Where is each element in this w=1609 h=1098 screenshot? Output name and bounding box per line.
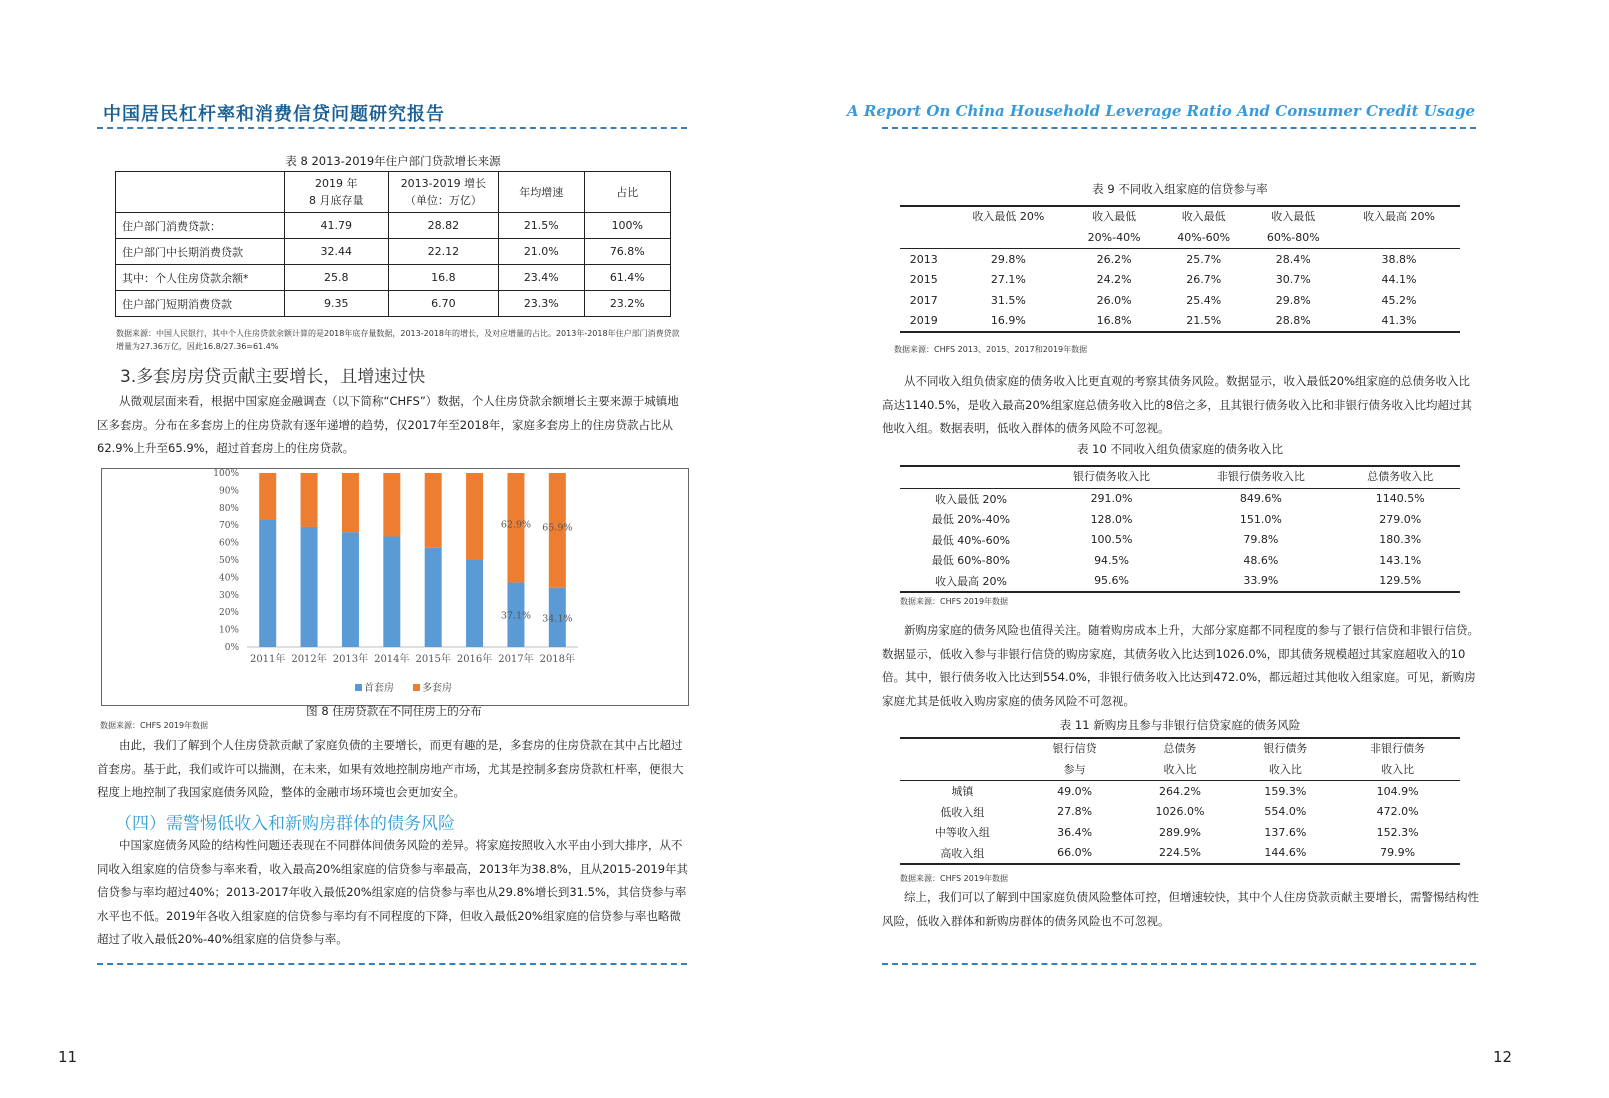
table-cell: 21.0%: [499, 239, 585, 265]
table-header-row: [900, 206, 1460, 228]
table-row: [900, 843, 1460, 865]
table-header-cell: 参与: [1025, 760, 1125, 781]
table10: [900, 465, 1460, 593]
table11: [900, 737, 1460, 865]
table-cell: 100.5%: [1090, 533, 1133, 547]
table-row-label: 最低 60%-80%: [931, 554, 1011, 568]
table-row: [900, 530, 1460, 551]
x-tick-label: 2011年: [249, 654, 286, 665]
table-cell: 23.2%: [584, 291, 670, 317]
table-header-cell: [947, 228, 1069, 249]
table-cell: 151.0%: [1239, 512, 1282, 526]
table-cell: 16.8: [388, 265, 498, 291]
table-cell: 30.7%: [1275, 273, 1311, 287]
table-header-cell: 2019 年 8 月底存量: [284, 172, 388, 213]
table-cell: 29.8%: [990, 252, 1026, 266]
table-header-cell: [900, 738, 1025, 760]
table-cell: 76.8%: [584, 239, 670, 265]
table-row: [116, 265, 671, 291]
table-cell: 23.4%: [499, 265, 585, 291]
footer-rule-right: [882, 963, 1476, 965]
page-number-right: 12: [1493, 1048, 1513, 1066]
table-cell: 28.8%: [1248, 311, 1338, 333]
table-header-cell: 收入最高 20%: [1338, 206, 1460, 228]
table-cell: 45.2%: [1381, 293, 1417, 307]
table-cell: 95.6%: [1042, 571, 1181, 593]
chart-caption: 图 8 住房贷款在不同住房上的分布: [306, 704, 482, 718]
y-tick-label: 10%: [218, 625, 239, 636]
table-cell: 49.0%: [1057, 784, 1093, 798]
header-rule-right: [882, 127, 1476, 129]
table-cell: 36.4%: [1057, 825, 1093, 839]
bar-多套房: [425, 473, 442, 548]
bar-首套房: [425, 548, 442, 647]
table-header-cell: [1338, 228, 1460, 249]
table-cell: 289.9%: [1159, 825, 1201, 839]
table-header-row: [900, 738, 1460, 760]
bar-首套房: [466, 560, 483, 647]
table-header-row: [900, 466, 1460, 488]
table-header-cell: [900, 228, 947, 249]
table9-caption: 表 9 不同收入组家庭的信贷参与率: [1092, 182, 1268, 196]
table-row-label: 2015: [909, 273, 938, 287]
table-cell: 48.6%: [1243, 553, 1279, 567]
table-cell: 25.4%: [1186, 293, 1222, 307]
table-row-label: 最低 20%-40%: [931, 513, 1011, 527]
x-tick-label: 2017年: [498, 654, 534, 665]
table-cell: 24.2%: [1096, 273, 1132, 287]
table-cell: 94.5%: [1094, 553, 1130, 567]
table-cell: 152.3%: [1376, 825, 1419, 839]
table-row-label: 住户部门消费贷款：: [116, 213, 285, 239]
chart-source: 数据来源：CHFS 2019年数据: [100, 721, 209, 730]
para-conclusion-housing: 由此，我们了解到个人住房贷款贡献了家庭负债的主要增长，而更有趣的是，多套房的住房贷款在其中占比超过首套房。基于此，我们或许可以揣测，在未来，如果有效地控制房地产市场，尤其是控制多套房贷款杠杆率，便很大程度上地控制了我国家庭债务风险，整体的金融市场环境也会更加安全。: [97, 738, 684, 799]
table-cell: 38.8%: [1381, 252, 1417, 266]
table-row: [116, 213, 671, 239]
y-tick-label: 0%: [224, 643, 239, 653]
table-row-label: 2013: [909, 252, 938, 266]
y-tick-label: 100%: [213, 469, 239, 479]
table-header-cell: [900, 466, 1042, 488]
table-cell: 26.7%: [1186, 273, 1222, 287]
table-header-row: [116, 172, 671, 213]
table-cell: 143.1%: [1379, 553, 1422, 567]
table-cell: 129.5%: [1341, 571, 1460, 593]
table-header-cell: 40%-60%: [1159, 228, 1249, 249]
bar-多套房: [383, 473, 400, 537]
x-tick-label: 2016年: [456, 654, 493, 665]
table-header-cell: 收入比: [1124, 760, 1235, 781]
table-cell: 472.0%: [1376, 805, 1419, 819]
table-cell: 26.2%: [1096, 252, 1132, 266]
table-cell: 291.0%: [1090, 492, 1133, 506]
table-cell: 31.5%: [990, 293, 1026, 307]
y-tick-label: 60%: [218, 538, 239, 549]
y-tick-label: 30%: [218, 590, 239, 601]
x-tick-label: 2012年: [291, 654, 327, 665]
x-tick-label: 2013年: [332, 654, 369, 665]
bar-多套房: [466, 473, 483, 560]
table-row-label: 收入最低 20%: [934, 492, 1007, 506]
data-label: 34.1%: [542, 613, 573, 625]
table-row: [900, 802, 1460, 823]
running-head-left: 中国居民杠杆率和消费信贷问题研究报告: [103, 104, 445, 125]
table-cell: 100%: [584, 213, 670, 239]
data-label: 62.9%: [500, 519, 532, 531]
table-header-cell: 总债务: [1124, 738, 1235, 760]
table-cell: 22.12: [388, 239, 498, 265]
table-row: [900, 822, 1460, 843]
table-cell: 29.8%: [1275, 293, 1311, 307]
para-debt-income-ratio: 从不同收入组负债家庭的债务收入比更直观的考察其债务风险。数据显示，收入最低20%组家庭的总债务收入比高达1140.5%，是收入最高20%组家庭总债务收入比的8倍之多，且其银行债务收入比和非银行债务收入比均超过其他收入组。数据表明，低收入群体的债务风险不可忽视。: [882, 374, 1473, 435]
table-cell: 23.3%: [499, 291, 585, 317]
footer-rule-left: [97, 963, 687, 965]
table-cell: 79.9%: [1335, 843, 1460, 865]
table-header-cell: 银行信贷: [1025, 738, 1125, 760]
table-header-cell: 年均增速: [499, 172, 585, 213]
table-row-label: 低收入组: [940, 805, 985, 819]
table-cell: 66.0%: [1025, 843, 1125, 865]
table-header-cell: 银行债务收入比: [1042, 466, 1181, 488]
table-cell: 279.0%: [1379, 512, 1422, 526]
legend-label: 首套房: [364, 683, 394, 694]
bar-多套房: [342, 473, 359, 532]
table-cell: 61.4%: [584, 265, 670, 291]
table-cell: 21.5%: [499, 213, 585, 239]
table-header-cell: [900, 206, 947, 228]
bar-首套房: [342, 532, 359, 647]
table-cell: 33.9%: [1181, 571, 1340, 593]
table-cell: 224.5%: [1124, 843, 1235, 865]
table-row-label: 2019: [900, 311, 947, 333]
table-cell: 180.3%: [1379, 533, 1422, 547]
table-cell: 41.3%: [1338, 311, 1460, 333]
y-tick-label: 90%: [218, 486, 239, 497]
table-row: [900, 571, 1460, 593]
table-cell: 144.6%: [1235, 843, 1335, 865]
bar-首套房: [301, 527, 318, 647]
table-row: [116, 239, 671, 265]
legend-swatch: [355, 684, 362, 691]
table-cell: 26.0%: [1096, 293, 1132, 307]
table-header-cell: 20%-40%: [1069, 228, 1159, 249]
table-header-cell: [900, 760, 1025, 781]
table-header-cell: 2013-2019 增长 （单位：万亿）: [388, 172, 498, 213]
section4-title: （四）需警惕低收入和新购房群体的债务风险: [115, 814, 455, 834]
bar-多套房: [259, 473, 276, 520]
table-row-label: 城镇: [951, 785, 974, 799]
table-cell: 79.8%: [1243, 533, 1279, 547]
table-row-label: 最低 40%-60%: [931, 533, 1011, 547]
table10-source: 数据来源：CHFS 2019年数据: [900, 597, 1009, 606]
table-cell: 6.70: [388, 291, 498, 317]
table-header-cell: 非银行债务: [1335, 738, 1460, 760]
table-header-cell: [116, 172, 285, 213]
table11-caption: 表 11 新购房且参与非银行信贷家庭的债务风险: [1059, 718, 1301, 732]
table-header-row: [900, 228, 1460, 249]
table-header-cell: 占比: [584, 172, 670, 213]
table-cell: 128.0%: [1090, 512, 1133, 526]
table-row: [900, 781, 1460, 802]
legend-label: 多套房: [422, 683, 452, 694]
table-cell: 159.3%: [1264, 784, 1307, 798]
table10-caption: 表 10 不同收入组负债家庭的债务收入比: [1077, 442, 1283, 456]
table-row: [900, 311, 1460, 333]
table-header-cell: 收入最低: [1069, 206, 1159, 228]
chart-svg: [102, 469, 688, 705]
table-row: [900, 488, 1460, 509]
y-tick-label: 70%: [218, 521, 239, 532]
table-header-cell: 收入比: [1335, 760, 1460, 781]
table8-source: 数据来源：中国人民银行，其中个人住房贷款余额计算的是2018年底存量数据，2013-2018年的增长，及对应增量的占比。2013年-2018年住户部门消费贷款增量为27.36万亿，因此16.8/27.36=61.4%: [116, 329, 680, 351]
table8: [115, 171, 671, 317]
x-tick-label: 2015年: [415, 654, 451, 665]
table-cell: 28.4%: [1275, 252, 1311, 266]
data-label: 37.1%: [500, 610, 532, 622]
table-cell: 25.8: [284, 265, 388, 291]
table8-caption: 表 8 2013-2019年住户部门贷款增长来源: [285, 154, 501, 168]
table-cell: 264.2%: [1159, 784, 1201, 798]
table-row: [116, 291, 671, 317]
running-head-right: A Report On China Household Leverage Ratio And Consumer Credit Usage: [847, 102, 1475, 120]
table-header-cell: 总债务收入比: [1341, 466, 1460, 488]
table-cell: 27.8%: [1057, 805, 1093, 819]
table-cell: 21.5%: [1159, 311, 1249, 333]
table-row: [900, 509, 1460, 530]
bar-首套房: [259, 520, 276, 647]
table-row-label: 高收入组: [900, 843, 1025, 865]
table-row-label: 2017: [909, 293, 938, 307]
data-label: 65.9%: [542, 522, 573, 534]
table9-source: 数据来源：CHFS 2013、2015、2017和2019年数据: [894, 345, 1088, 354]
table-cell: 9.35: [284, 291, 388, 317]
x-tick-label: 2014年: [374, 654, 410, 665]
table-cell: 27.1%: [990, 273, 1026, 287]
table-cell: 1026.0%: [1155, 805, 1205, 819]
table-row: [900, 550, 1460, 571]
x-tick-label: 2018年: [539, 654, 576, 665]
legend-swatch: [413, 684, 420, 691]
table-row: [900, 290, 1460, 311]
table-header-cell: 收入最低: [1248, 206, 1338, 228]
para-summary: 综上，我们可以了解到中国家庭负债风险整体可控，但增速较快，其中个人住房贷款贡献主要增长，需警惕结构性风险，低收入群体和新购房群体的债务风险也不可忽视。: [882, 890, 1479, 928]
table-cell: 16.9%: [947, 311, 1069, 333]
table-cell: 849.6%: [1239, 492, 1282, 506]
table-row-label: 住户部门中长期消费贷款: [116, 239, 285, 265]
table-header-cell: 收入最低: [1159, 206, 1249, 228]
table-cell: 554.0%: [1264, 805, 1307, 819]
table-cell: 28.82: [388, 213, 498, 239]
para-new-homebuyers: 新购房家庭的债务风险也值得关注。随着购房成本上升，大部分家庭都不同程度的参与了银行信贷和非银行信贷。数据显示，低收入参与非银行信贷的购房家庭，其债务收入比达到1026.0%，即其债务规模超过其家庭超收入的10倍。其中，银行债务收入比达到554.0%，非银行债务收入比达到472.0%，都远超过其他收入组家庭。可见，新购房家庭尤其是低收入购房家庭的债务风险不可忽视。: [882, 623, 1479, 708]
table-header-cell: 收入比: [1235, 760, 1335, 781]
table-header-row: [900, 760, 1460, 781]
table-cell: 1140.5%: [1375, 492, 1425, 506]
table-cell: 32.44: [284, 239, 388, 265]
para-micro-level: 从微观层面来看，根据中国家庭金融调查（以下简称“CHFS”）数据，个人住房贷款余额增长主要来源于城镇地区多套房。分布在多套房上的住房贷款有逐年递增的趋势，仅2017年至2018年，家庭多套房上的住房贷款占比从62.9%上升至65.9%，超过首套房上的住房贷款。: [97, 394, 679, 455]
table-row: [900, 249, 1460, 270]
table-cell: 16.8%: [1069, 311, 1159, 333]
y-tick-label: 80%: [218, 503, 239, 514]
table-row-label: 其中：个人住房贷款余额*: [116, 265, 285, 291]
section3-title: 3.多套房房贷贡献主要增长，且增速过快: [120, 367, 426, 387]
bar-多套房: [301, 473, 318, 527]
table11-source: 数据来源：CHFS 2019年数据: [900, 874, 1009, 883]
table-header-cell: 60%-80%: [1248, 228, 1338, 249]
header-rule-left: [97, 127, 687, 129]
chart-housing-loan-distribution: [101, 468, 689, 706]
table-row-label: 收入最高 20%: [900, 571, 1042, 593]
table-cell: 41.79: [284, 213, 388, 239]
page-number-left: 11: [58, 1048, 78, 1066]
y-tick-label: 40%: [218, 573, 239, 584]
y-tick-label: 50%: [218, 556, 239, 566]
bar-首套房: [383, 537, 400, 647]
table-row-label: 住户部门短期消费贷款: [116, 291, 285, 317]
para-structural-risk: 中国家庭债务风险的结构性问题还表现在不同群体间债务风险的差异。将家庭按照收入水平由小到大排序，从不同收入组家庭的信贷参与率来看，收入最高20%组家庭的信贷参与率最高，2013年为38.8%，且从2015-2019年其信贷参与率均超过40%；2013-2017年收入最低20%组家庭的信贷参与率也从29.8%增长到31.5%，其信贷参与率水平也不低。2019年各收入组家庭的信贷参与率均有不同程度的下降，但收入最低20%组家庭的信贷参与率也略微超过了收入最低20%-40%组家庭的信贷参与率。: [97, 838, 689, 946]
table-row-label: 中等收入组: [934, 826, 990, 840]
table-cell: 104.9%: [1376, 784, 1419, 798]
y-tick-label: 20%: [218, 608, 239, 619]
table-header-cell: 收入最低 20%: [947, 206, 1069, 228]
table-cell: 25.7%: [1186, 252, 1222, 266]
table-header-cell: 银行债务: [1235, 738, 1335, 760]
table-cell: 137.6%: [1264, 825, 1307, 839]
page-right: [805, 0, 1609, 1098]
table-row: [900, 270, 1460, 291]
table-cell: 44.1%: [1381, 273, 1417, 287]
table-header-cell: 非银行债务收入比: [1181, 466, 1340, 488]
table9: [900, 205, 1460, 333]
